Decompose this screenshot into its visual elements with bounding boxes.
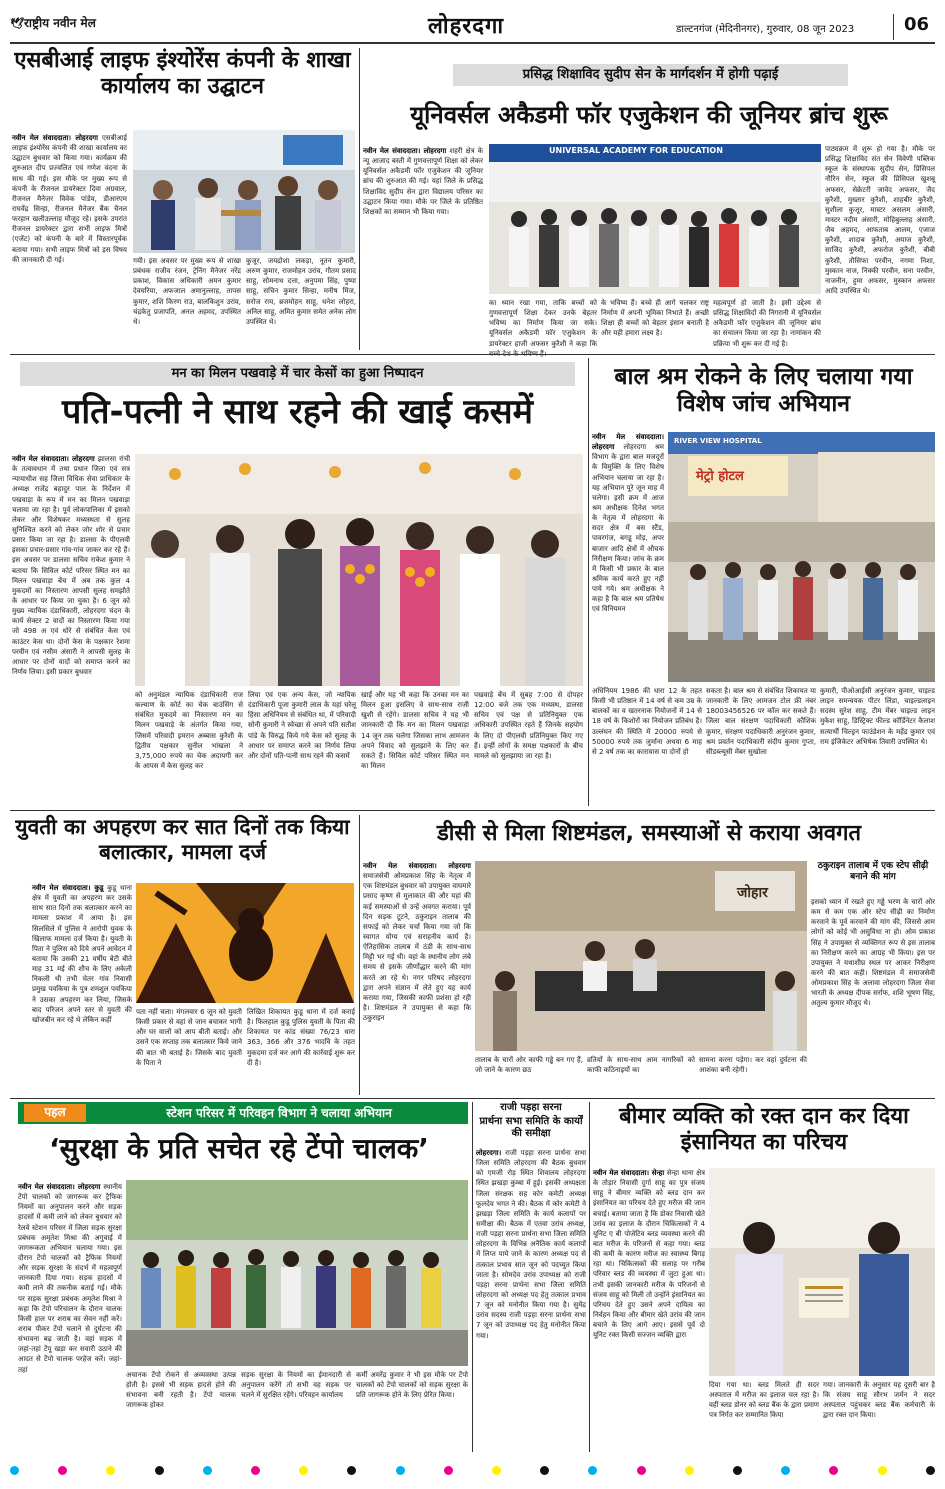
black-dot <box>155 1466 164 1475</box>
illustration-distressed-woman <box>136 883 354 1003</box>
photo-banner-text: UNIVERSAL ACADEMY FOR EDUCATION <box>549 146 723 155</box>
kicker: प्रसिद्ध शिक्षाविद सुदीप सेन के मार्गदर्शन में होगी पढ़ाई <box>522 67 779 82</box>
cyan-dot <box>10 1466 19 1475</box>
body-col-1: नवीन मेल संवाददाता। सेन्हा सेन्हा थाना क्षेत्र के तोड़ार निवासी दुर्गा साहू का पुत्र संजय साहू ने बीमार व्यक्ति को ब्लड दान कर इंसानियत का परिचय देते हुए मरीज की जान बचाई। बताया जाता है कि डोका निवासी खेते उरांव का इलाज के दौरान चिकित्सकों ने 4 यूनिट ए बी पोजेटिव ब्लड व्यवस्था करने की बात मरीज के परिजनों से कहा गया। ब्लड की कमी के कारण मरीज का स्वास्थ्य बिगड़ रहा था। चिकित्सकों की सलाह पर गरीब परिवार ब्लड की व्यवस्था में जुटा हुआ था। तभी इसकी जानकारी मरीज के परिजनों से संजय साहू को मिली तो उन्होंने इंसानियत का परिचय देते हुए उसने अपने दायित्व का निर्वहन किया और बीमार खेते उरांव की जान बचाने के लिए आगे आए। इससे पूर्व दो यूनिट रक्त किसी सज्जन व्यक्ति द्वारा <box>593 1169 705 1340</box>
body-col-4: सामना करना पड़ेगा। कर वहां दुर्घटना की आशंका बनी रहेगी। <box>699 1056 807 1075</box>
row-divider <box>10 1098 935 1099</box>
article-universal-academy <box>363 48 935 350</box>
body-col-2: को अनुमंडल न्यायिक दंडाधिकारी राज कल्याण के कोर्ट का चेक बाउंसिंग से संबंधित मुकदमे का निस्तारण मन का मिलन पखवाड़े के अंतर्गत किया गया, जिसमें परिवादी इमरान अब्बास कुरैशी के द्वितीय पक्षकार सुनील भांखला ने 3,75,000 रुपये का चेक अदायगी कर के आपस में केस सुलह कर <box>135 691 243 770</box>
body-col-1: नवीन मेल संवाददाता। लोहरदगा एसबीआई लाइफ इंश्योरेंस कंपनी की शाखा कार्यालय का उद्घाटन बुधवार को किया गया। कार्यक्रम की शुरुआत दीप प्रज्वलित एवं गणेश वंदना के साथ की गई। इस मौके पर मुख्य रूप से कंपनी के रीजनल डायरेक्टर दिवा अग्रवाल, रीजनल मैनेजर विवेक पांडेय, डीआरएम राघवेंद्र सिन्हा, रीजनल मैनेजर बैंक चैनल फरहान खलीउल्लाह मौजूद रहे। इसके उपरांत रीजनल डायरेक्टर द्वारा सभी लाइफ मित्रों (एजेंट) को कंपनी के बारे में विस्तारपूर्वक बताया गया। सभी लाइफ मित्रों को इस विषय की जानकारी दी गई। <box>12 134 127 264</box>
brand-name: राष्ट्रीय नवीन मेल <box>23 16 96 30</box>
body-col-1: नवीन मेल संवाददाता। कुडू कुडू थाना क्षेत्र में युवती का अपहरण कर उसके साथ सात दिनों तक बलात्कार करने का मामला प्रकाश में आया है। इस सिलसिले में पुलिस ने आरोपी युवक के खिलाफ मामला दर्ज किया है। युवती के पिता ने पुलिस को दिये अपने आवेदन में बताया कि उसकी 21 वर्षीय बेटी बीते माह 31 मई की शौच के लिए अकेली निकली थी तभी चेतर गांव निवासी प्रमुख पवकिया के पुत्र शमशुल पवकिया ने उसका अपहरण कर लिया, जिसके बाद परिजन अपने स्तर से युवती की खोजबीन कर रहे थे लेकिन कहीं <box>32 884 132 1024</box>
black-dot <box>926 1466 935 1475</box>
brand-logo <box>10 14 96 31</box>
body-col-3: व्रतियों के साथ-साथ आम नागरिकों को काफी कठिनाइयों का <box>587 1056 695 1075</box>
body-col-1: नवीन मेल संवाददाता। लोहरदगा झालसा रांची के तत्वावधान में तथा प्रधान जिला एवं सत्र न्यायाधीश सह जिला विधिक सेवा प्राधिकार के अध्यक्ष राजेंद्र बहादुर पाल के निर्देशन में पखवाड़ा के रूप में मन का मिलन पखवाड़ा चलाया जा रहा है। पूर्व लोकपालिका में इसको लेकर और विशेषकर मध्यस्थता से सुलह सुनिश्चित करने को लेकर जोर शोर से प्रचार प्रसार किया जा रहा है। डालसा के पीएलवी इसका प्रचार-प्रसार गांव-गांव जाकर कर रहे हैं। इस अवसर पर डालसा सचिव राकेश कुमार ने बताया कि सिविल कोर्ट परिसर स्थित मन का मिलन पखवाड़ा बेंच में अब तक कुल 4 मुकदमों का निस्तारण आपसी सुलह समझौते के आधार पर किया जा चुका है। 6 जून को मुख्य न्यायिक दंडाधिकारी, लोहरदगा चंदन के कार्य सेक्टर 2 वादों का निस्तारण किया गया जो 498 अ एवं धोरे से संबंधित केस एवं काउंटर केस था। दोनों केस के पक्षकार रेशमा परवीन एवं नसीम अंसारी ने आपसी सुलह के आधार पर दोनों वादों को समाप्त करने का निर्णय लिया। इसी प्रकार बुधवार <box>12 455 131 676</box>
body-col-3: के भविष्य हैं। बच्चे ही आगे चलकर राष्ट्र निर्माण में अपनी भूमिका निभाते हैं। अच्छी शिक्षा ही बच्चों को बेहतर इंसान बनाती है और यही हमारा लक्ष्य है। <box>601 299 709 338</box>
magenta-dot <box>829 1466 838 1475</box>
body-col-2: तालाब के चारों ओर काफी गड्ढे बन गए हैं, जो जाने के कारण छठ <box>475 1056 583 1075</box>
body-col-5: पखवाड़े बेंच में सुबह 7:00 से दोपहर 12:00 बजे तक एक मध्यस्थ, डालसा सचिव एवं पक्ष से प्रतिनियुक्त एक अधिकारी उपस्थित रहते हैं जिनके सहयोग के लिए दो पीएलवी प्रतिनियुक्त किए गए हैं। इन्हीं लोगों के समक्ष पक्षकारों के बीच मामले को सुलझाया जा रहा है। <box>474 691 583 760</box>
byline: नवीन मेल संवाददाता। कुडू <box>32 884 104 892</box>
article-raji-padha-sarna <box>476 1102 586 1452</box>
headline: एसबीआई लाइफ इंश्योरेंस कंपनी के शाखा कार्यालय का उद्घाटन <box>14 48 351 99</box>
column-divider <box>359 48 360 350</box>
body-col-2: अधिनियम 1986 की धारा 12 के तहत किसी भी प्रतिष्ठान में 14 वर्ष से कम उम्र के बालकों का व खतरनाक नियोजनों में 14 से 18 वर्ष के किशोरों का नियोजन प्रतिबंध है। उल्लंघन की स्थिति में 20000 रुपये से 50000 रुपये तक जुर्माना अथवा 6 माह से 2 वर्ष तक का कारावास या दोनों हो <box>592 687 702 756</box>
byline: नवीन मेल संवाददाता। लोहरदगा <box>18 1183 101 1191</box>
cyan-dot <box>396 1466 405 1475</box>
hospital-sign-text: RIVER VIEW HOSPITAL <box>674 437 762 445</box>
bird-icon: 🕊 <box>10 17 24 30</box>
cyan-dot <box>781 1466 790 1475</box>
yellow-dot <box>878 1466 887 1475</box>
yellow-dot <box>492 1466 501 1475</box>
column-divider <box>472 1102 473 1452</box>
body-col-5: इसको ध्यान में रखते हुए गड्ढे भरण के चारों ओर कम से कम एक ओर स्टेप सीढ़ी का निर्माण करवाने के पूर्व करवाने की मांग की, जिससे आम लोगों को कोई भी असुविधा ना हो। ओम प्रकाश सिंह ने उपायुक्त से व्यक्तिगत रूप से इस तालाब का निरीक्षण करने का आग्रह भी किया। इस पर उपायुक्त ने यथाशीघ्र स्थल पर आकर निरीक्षण करने की बात कही। शिष्टमंडल में समाजसेवी ओमप्रकाश सिंह के अलावा लोहरदगा जिला सेवा भारती के अध्यक्ष दीपक सर्राफ, शशि भूषण सिंह, अतुल्य कुमार मौजूद थे। <box>811 898 935 1008</box>
headline: बीमार व्यक्ति को रक्त दान कर दिया इंसानियत का परिचय <box>619 1104 909 1155</box>
dateline: डाल्टनगंज (मेदिनीनगर), गुरुवार, 08 जून 2023 <box>676 24 855 35</box>
headline: ‘सुरक्षा के प्रति सचेत रहे टेंपो चालक’ <box>49 1132 429 1165</box>
body-col-1: लोहरदगा। राजी पड़हा सरना प्रार्थना सभा जिला समिति लोहरदगा की बैठक बुधवार को एमजी रोड़ स्थित शिवालय लोहरदगा स्थित झखड़ा कुम्बा में हुई। इसकी अध्यक्षता जिला संरक्षक सह कोर कमेटी अध्यक्ष फूलदेव भगत ने की। बैठक में कोर कमेटी ने झखड़ा जिला समिति के कार्य कलापों पर समीक्षा की। बैठक में एतवा उरांव अध्यक्ष, राजी पड़हा सरना प्रार्थना सभा जिला समिति लोहरदगा के विभिन्न अनैतिक कार्य कलापों में लिप्त पाये जाने के कारण अध्यक्ष पद से तत्काल प्रभाव सात जून को पदच्युत किया जाता है। सोमदेव उरांव उपाध्यक्ष को राजी पड़हा सरना प्रार्थना सभा जिला समिति लोहरदगा को अध्यक्ष पद हेतु तत्काल प्रभाव 7 जून को मनोनीत किया गया है। सुमेंद्र उरांव सदस्य राजी पड़हा सरना प्रार्थना सभा 7 जून को उपाध्यक्ष पद हेतु मनोनीत किया गया। <box>476 1149 587 1340</box>
body-col-1: नवीन मेल संवाददाता। लोहरदगा लोहरदगा श्रम विभाग के द्वारा बाल मजदूरों के विमुक्ति के लिए विशेष अभियान चलाया जा रहा है। यह अभियान पूरे जून माह में चलेगा। इसी क्रम में आज श्रम अधीक्षक दिनेश भगत के नेतृत्व में लोहरदगा के सदर क्षेत्र में बस स्टैंड, पावरगंज, बगडू मोड़, अपर बाजार आदि क्षेत्रों में औचक निरीक्षण किया। जांच के क्रम में किसी भी प्रकार के बाल श्रमिक कार्य करते हुए नहीं पाये गये। श्रम अधीक्षक ने कहा है कि बाल श्रम प्रतिषेध एवं विनियमन <box>592 433 664 614</box>
article-child-labour <box>592 358 935 806</box>
body-col-3: सड़क सुरक्षा के नियमों का ईमानदारी से अनुपालन करेंगे तो सभी वह सड़क पर चलने में सुरक्षित रहेंगे। परिवहन कार्यालय <box>241 1371 351 1400</box>
black-dot <box>733 1466 742 1475</box>
byline: नवीन मेल संवाददाता। लोहरदगा <box>363 147 447 155</box>
byline: नवीन मेल संवाददाता। लोहरदगा <box>12 455 95 463</box>
article-couple-reconciliation <box>10 358 585 806</box>
column-divider <box>589 1102 590 1452</box>
body-col-2: गयी। इस अवसर पर मुख्य रूप से शाखा प्रबंधक राजीव रंजन, ट्रेनिंग मैनेजर नरेंद्र प्रकाश, विकास अधिकारी अमन कुमार देवघरिया, अफजाल अमानुल्लाह, तापस कुमार, शशि किरण राउ, बालकिशुन उरांव, चंद्रकेतु प्रजापति, अनल अहमद, उपस्थित थे। <box>133 257 241 326</box>
body-col-5: पाठ्यक्रम में शुरू हो गया है। मौके पर प्रसिद्ध शिक्षाविद संत सेन विवेणी पब्लिक स्कूल के संस्थापक सुदीप सेन, प्रिंसिपल नौरिन सेन, स्कूल की प्रिंसिपल खुशबू अफसर, सेक्रेटरी जावेद अफसर, जैद कुरैशी, मुख्तार कुरैशी, शाहबीर कुरैशी, सुशीला कुजूर, मास्टर असलम अंसारी, मास्टर नदीम अंसारी, मोहिबुल्लाह अंसारी, जैब अहमद, आफताब आलम, एजाज कुरैशी, शादाब कुरैशी, अयाज कुरैशी, साजिद कुरैशी, अफरोज कुरैशी, बीबी कुरैशी, तौसिफा परवीन, नगमा निशा, मुस्कान नाज, निक्की परवीन, सना परवीन, नाजनीन, हुमा अफसर, मुस्कान अफसर आदि उपस्थित थे। <box>825 145 935 295</box>
body-col-1: नवीन मेल संवाददाता। लोहरदगा शहरी क्षेत्र के न्यू आजाद बस्ती में गुणवत्तापूर्ण शिक्षा को लेकर यूनिवर्सल अकैडमी फॉर एजुकेशन की जूनियर ब्रांच की शुरुआत की गई। यहां जिले के प्रसिद्ध शिक्षाविद सुदीप सेन द्वारा विद्यालय परिसर का उद्घाटन किया गया। मौके पर जिले के प्रतिष्ठित शिक्षकों का सम्मान भी किया गया। <box>363 147 483 216</box>
body-col-2: अचानक टेंपो रोकने से अव्यवस्था उत्पन्न होती है। इससे भी सड़क हादसे होने की संभावना बनी रहती है। टेंपो चालक जागरूक होकर <box>126 1371 236 1410</box>
byline: नवीन मेल संवाददाता। लोहरदगा <box>363 862 471 870</box>
city-name: लोहरदगा <box>428 14 505 39</box>
tag-label: राजी पड़हा सरना <box>500 1102 562 1113</box>
body-col-2: पता नहीं चला। मंगलवार 6 जून को युवती किसी प्रकार से वहां से जान बचाकर भागी और घर वालों को आप बीती बताई। और उसने एक सप्ताह तक बलात्कार किये जाने की बात भी बताई है। जिसके बाद युवती के पिता ने <box>136 1008 242 1067</box>
magenta-dot <box>444 1466 453 1475</box>
body-col-3: कुजूर, जयद्रोशा लकड़ा, नूतन कुमारी, अरुण कुमार, राजमोहन उरांव, गौतम प्रसाद साहू, सोमनाथ दत्ता, अनुपमा सिंह, पुष्पा साहू, सचिन कुमार सिन्हा, मनीष मिंज, सरोज राय, ब्रजमोहन साहू, धनेश लोहरा, अनिल साहू, अमित कुमार समेत अनेक लोग उपस्थित थे। <box>246 257 356 326</box>
body-col-4: कुमारी, पीओआईसी अनुरंजन कुमार, चाइल्ड लाइन समन्वयक पीटर लिंडा, चाइल्डलाइन सदस्य सुरेश साहू, टीम मेंबर चाइल्ड लाइन मुकेश साहू, डिस्ट्रिक्ट फील्ड कॉर्डिनेटर कैलाश सत्यार्थी चिल्ड्रन फाउंडेशन के महेंद्र कुमार एवं राम इंजिकेटर अभिषेक तिवारी उपस्थित थे। <box>820 687 935 746</box>
magenta-dot <box>251 1466 260 1475</box>
body-col-3: गया। जानकारी के अनुसार यह दूसरी बार है कि संजय साहू सौरभ जर्मन ने सदर अस्पताल पहुंचकर ब्लड बैंक कर्मचारी के द्वारा रक्त दान किया। <box>823 1381 935 1420</box>
photo-couple-court <box>135 454 583 686</box>
byline: लोहरदगा। <box>476 1149 502 1157</box>
yellow-dot <box>106 1466 115 1475</box>
headline: प्रार्थना सभा समिति के कार्यों की समीक्षा <box>479 1116 583 1139</box>
byline: नवीन मेल संवाददाता। लोहरदगा <box>592 433 664 452</box>
byline: नवीन मेल संवाददाता। लोहरदगा <box>12 134 98 142</box>
yellow-dot <box>299 1466 308 1475</box>
masthead <box>10 10 935 40</box>
tag-label: पहल <box>44 1105 66 1119</box>
registration-marks <box>0 1462 945 1478</box>
body-col-3: सकता है। बाल श्रम से संबंधित शिकायत या जानकारी के लिए आमजन टोल फ्री नंबर 18003456526 पर कॉल कर सकते हैं। जिला बाल संरक्षण पदाधिकारी कौशिक कुमार, संरक्षण पदाधिकारी अनुरंजन कुमार, श्रम प्रवर्तन पदाधिकारी संदीप कुमार गुप्ता, सीडब्ल्यूसी मेंबर सुखोला <box>706 687 816 756</box>
row-divider <box>10 354 935 355</box>
cyan-dot <box>203 1466 212 1475</box>
black-dot <box>540 1466 549 1475</box>
hotel-sign-text: मेट्रो होटल <box>696 469 744 484</box>
article-blood-donation <box>593 1102 935 1452</box>
black-dot <box>347 1466 356 1475</box>
body-col-3: लिया एवं एक अन्य केस, जो न्यायिक दंडाधिकारी पूजा कुमारी लाल के यहां घरेलू हिंसा अधिनियम से संबंधित था, में परिवादी सोनी कुमारी ने स्वेच्छा से अपने पति सतीश पांडे के विरुद्ध किये गये केस को सुलह के आधार पर समाप्त करने का निर्णय लिया और दोनों पति-पत्नी साथ रहने की कसमें <box>248 691 356 760</box>
magenta-dot <box>58 1466 67 1475</box>
yellow-dot <box>685 1466 694 1475</box>
photo-blood-donor-certificate <box>709 1168 935 1376</box>
kicker: स्टेशन परिसर में परिवहन विभाग ने चलाया अभियान <box>166 1106 392 1120</box>
body-col-1: नवीन मेल संवाददाता। लोहरदगा समाजसेवी ओमप्रकाश सिंह के नेतृत्व में एक शिष्टमंडल बुधवार को उपायुक्त वाघमारे प्रसाद कृष्ण से मुलाकात की और यहां की कई समस्याओं से उन्हें अवगत कराया। पूर्व दिन सड़क टूटने, ठकुराइन तालाब की सफाई को लेकर चर्चा किया गया जो कि स्वागत योग्य एवं सराहनीय कार्य है। ऐतिहासिक तालाब में ठंडी के साथ-साथ मिट्टी भर गई थी। वहां के स्थानीय लोग लंबे समय से इसके जीर्णोद्धार करने की मांग करते आ रहे थे। नगर परिषद लोहरदगा द्वारा अपने संज्ञान में लेते हुए यह कार्य कराया गया, जिसकी काफी प्रशंसा हो रही है। शिष्टमंडल ने उपायुक्त से कहा कि ठकुराइन <box>363 862 471 1023</box>
nameplate-text: जोहार <box>737 885 768 901</box>
article-abduction-case <box>10 815 355 1095</box>
body-col-3: लिखित शिकायत कुडू थाना में दर्ज कराई है। फिलहाल कुडू पुलिस युवती के पिता की शिकायत पर कांड संख्या 76/23 धारा 363, 366 और 376 भादवि के तहत मुकदमा दर्ज कर आगे की कार्रवाई शुरू कर दी है। <box>247 1008 355 1067</box>
byline: नवीन मेल संवाददाता। सेन्हा <box>593 1169 665 1177</box>
body-col-2: दिया गया था। ब्लड मिलते ही सदर अस्पताल में मरीज का इलाज चल रहा है। वहीं ब्लड डोनर को ब्लड बैंक के द्वारा प्रमाण पत्र निर्गत कर सम्मानित किया <box>709 1381 819 1420</box>
cyan-dot <box>588 1466 597 1475</box>
body-col-4: खाईं और यह भी कहा कि उनका मन का मिलन हुआ इसलिए वे साथ-साथ राजी खुशी से रहेंगे। डालसा सचिव ने यह भी जानकारी दी कि मन का मिलन पखवाड़ा 14 जून तक चलेगा जिसका लाभ आमजन अपने विवाद को सुलझाने के लिए कर सकते हैं। सिविल कोर्ट परिसर स्थित मन का मिलन <box>361 691 469 770</box>
photo-tempo-drivers <box>126 1180 468 1366</box>
headline: यूनिवर्सल अकैडमी फॉर एजुकेशन की जूनियर ब्रांच शुरू <box>410 101 888 129</box>
body-col-4: महत्वपूर्ण हो जाती है। इसी उद्देश्य से प्रसिद्ध शिक्षाविदों की निगरानी में यूनिवर्सल अकैडमी फॉर एजुकेशन की जूनियर ब्रांच का संचालन किया जा रहा है। नामांकन की प्रक्रिया भी शुरू कर दी गई है। <box>713 299 821 348</box>
headline: युवती का अपहरण कर सात दिनों तक किया बलात्कार, मामला दर्ज <box>15 815 350 864</box>
masthead-rule-divider <box>893 14 894 40</box>
column-divider <box>588 358 589 806</box>
page-number: 06 <box>903 14 929 35</box>
headline: डीसी से मिला शिष्टमंडल, समस्याओं से कराया अवगत <box>436 821 862 846</box>
subhead-step-stairs: ठकुराइन तालाब में एक स्टेप सीढ़ी बनाने की मांग <box>817 861 929 882</box>
body-col-1: नवीन मेल संवाददाता। लोहरदगा स्थानीय टेंपो चालकों को जागरूक कर ट्रैफिक नियमों का अनुपालन करने और सड़क हादसों में कमी लाने को लेकर बुधवार को रेलवे स्टेशन परिसर में जिला सड़क सुरक्षा प्रबंधक अमृतेश मिश्रा की अगुवाई में जागरूकता अभियान चलाया गया। इस दौरान टेंपो चालकों को ट्रैफिक नियमों और सड़क सुरक्षा के संदर्भ में महत्वपूर्ण जानकारी दिया गया। सड़क हादसों में कमी लाने की तकनीक बताई गई। मौके पर सड़क सुरक्षा प्रबंधक अमृतेश मिश्रा ने कहा कि टेंपो परिचालन के दौरान चालक किसी हाल पर शराब का सेवन नहीं करें। शराब पीकर टेंपो चलाने से दुर्घटना की संभावना बढ़ जाती है। वहां सड़क में जहां-तहां टेंपू खड़ा कर सवारी उठाने की आदत से टेंपो चालक परहेज करें। जहां-तहां <box>18 1183 122 1374</box>
kicker: मन का मिलन पखवाड़े में चार केसों का हुआ निष्पादन <box>171 366 424 381</box>
article-tempo-safety <box>10 1102 468 1452</box>
article-sbi-life <box>10 48 355 348</box>
column-divider <box>359 815 360 1095</box>
photo-academy-opening <box>489 144 821 294</box>
body-col-4: कर्मी अमरेंद्र कुमार ने भी इस मौके पर टेंपो चालकों को टेंपो चालकों को सड़क सुरक्षा के प्रति जागरूक होने के लिए प्रेरित किया। <box>356 1371 468 1400</box>
body-col-2: का ध्यान रखा गया, ताकि बच्चों को गुणवत्तापूर्ण शिक्षा देकर उनके बेहतर भविष्य का निर्माण किया जा सके। यूनिवर्सल अकैडमी फॉर एजुकेशन के डायरेक्टर हाजी अफसर कुरैशी ने कहा कि <box>489 299 597 348</box>
row-divider <box>10 810 935 811</box>
masthead-rule <box>10 42 935 44</box>
magenta-dot <box>637 1466 646 1475</box>
headline: बाल श्रम रोकने के लिए चलाया गया विशेष जांच अभियान <box>614 364 913 418</box>
photo-sbi-inauguration <box>133 130 355 253</box>
article-delegation-dc <box>363 815 935 1095</box>
headline: पति-पत्नी ने साथ रहने की खाई कसमें <box>62 392 533 432</box>
